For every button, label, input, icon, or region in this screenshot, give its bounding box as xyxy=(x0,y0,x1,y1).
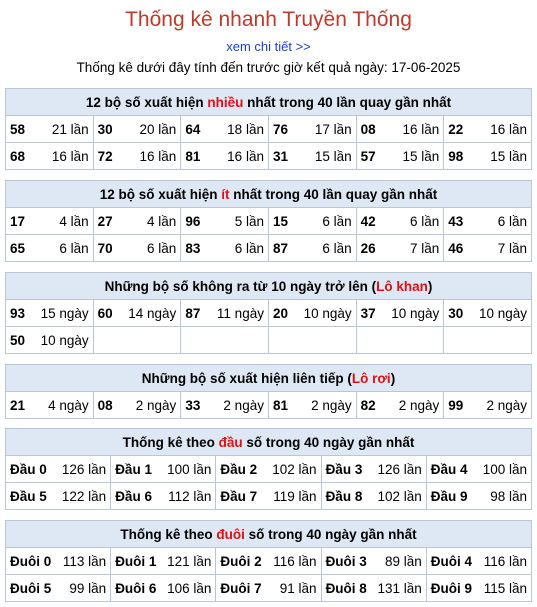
dau-title: Thống kê theo đầu số trong 40 ngày gần nhất xyxy=(6,429,532,456)
number-label: 46 xyxy=(448,240,464,256)
table-row xyxy=(6,392,532,419)
number-label: 93 xyxy=(10,305,26,321)
count-label: 126 lần xyxy=(61,461,107,477)
count-label: 100 lần xyxy=(482,461,527,477)
number-label: 76 xyxy=(272,121,288,137)
most-frequent-table xyxy=(5,88,532,170)
number-label: 08 xyxy=(360,121,376,137)
stat-cell xyxy=(111,456,216,483)
number-label: 33 xyxy=(185,397,201,413)
stat-cell xyxy=(181,327,269,354)
stat-cell xyxy=(181,235,269,262)
number-label: Đầu 2 xyxy=(220,461,258,477)
table-row xyxy=(6,456,532,483)
count-label: 99 lần xyxy=(69,580,107,596)
count-label: 21 lần xyxy=(51,121,89,137)
stat-cell xyxy=(181,208,269,235)
stat-cell xyxy=(444,235,532,262)
count-label: 7 lần xyxy=(497,240,527,256)
count-label: 126 lần xyxy=(377,461,422,477)
number-label: 68 xyxy=(10,148,26,164)
number-label: 81 xyxy=(272,397,288,413)
number-label: 37 xyxy=(360,305,376,321)
stat-cell xyxy=(356,327,444,354)
count-label: 89 lần xyxy=(384,553,422,569)
number-label: 50 xyxy=(10,332,26,348)
stat-cell xyxy=(6,116,94,143)
number-label: Đuôi 9 xyxy=(430,580,473,596)
number-label: 30 xyxy=(448,305,464,321)
number-label: 21 xyxy=(10,397,26,413)
number-label: 17 xyxy=(10,213,26,229)
table-row xyxy=(6,116,532,143)
stat-cell xyxy=(444,116,532,143)
number-label: 30 xyxy=(97,121,113,137)
dau-table xyxy=(5,428,532,510)
stat-cell xyxy=(268,116,356,143)
count-label: 10 ngày xyxy=(303,305,352,321)
stat-cell xyxy=(93,327,181,354)
count-label: 4 lần xyxy=(147,213,177,229)
number-label: Đầu 9 xyxy=(430,488,468,504)
stat-cell xyxy=(93,392,181,419)
number-label: Đuôi 4 xyxy=(430,553,473,569)
stat-cell xyxy=(93,208,181,235)
count-label: 18 lần xyxy=(227,121,264,137)
number-label: Đuôi 5 xyxy=(10,580,52,596)
number-label: 43 xyxy=(448,213,464,229)
number-label: Đầu 3 xyxy=(325,461,363,477)
most-frequent-title: 12 bộ số xuất hiện nhiều nhất trong 40 lần quay gần nhất xyxy=(6,89,532,116)
stat-cell xyxy=(426,483,531,510)
count-label: 15 lần xyxy=(490,148,527,164)
count-label: 6 lần xyxy=(497,213,527,229)
number-label: Đuôi 3 xyxy=(325,553,367,569)
number-label: 27 xyxy=(97,213,113,229)
count-label: 10 ngày xyxy=(40,332,89,348)
stat-cell xyxy=(216,575,321,602)
count-label: 113 lần xyxy=(62,553,107,569)
highlight-word: Lô khan xyxy=(376,278,428,294)
stat-cell xyxy=(268,208,356,235)
table-row xyxy=(6,327,532,354)
count-label: 116 lần xyxy=(273,553,317,569)
number-label: Đầu 6 xyxy=(115,488,152,504)
number-label: Đầu 1 xyxy=(115,461,152,477)
count-label: 102 lần xyxy=(377,488,422,504)
count-label: 6 lần xyxy=(322,240,352,256)
number-label: Đuôi 7 xyxy=(220,580,262,596)
duoi-table xyxy=(5,520,532,602)
stat-cell xyxy=(6,483,111,510)
stat-cell xyxy=(93,235,181,262)
number-label: Đuôi 1 xyxy=(115,553,157,569)
count-label: 119 lần xyxy=(273,488,317,504)
stat-cell xyxy=(321,456,426,483)
stat-cell xyxy=(6,143,94,170)
stat-cell xyxy=(111,548,216,575)
stat-cell xyxy=(356,392,444,419)
count-label: 2 ngày xyxy=(223,397,264,413)
highlight-word: nhiều xyxy=(207,94,244,110)
stat-cell xyxy=(216,548,321,575)
table-row xyxy=(6,143,532,170)
highlight-word: ít xyxy=(221,186,230,202)
stat-cell xyxy=(444,208,532,235)
table-row xyxy=(6,300,532,327)
stat-cell xyxy=(93,300,181,327)
number-label: 82 xyxy=(360,397,376,413)
count-label: 6 lần xyxy=(59,240,89,256)
page-subtitle: Thống kê dưới đây tính đến trước giờ kết quả ngày: 17-06-2025 xyxy=(76,60,461,75)
count-label: 16 lần xyxy=(402,121,440,137)
number-label: Đầu 5 xyxy=(10,488,47,504)
stat-cell xyxy=(111,483,216,510)
stat-cell xyxy=(216,456,321,483)
stat-cell xyxy=(6,548,111,575)
number-label: Đầu 8 xyxy=(325,488,363,504)
count-label: 2 ngày xyxy=(311,397,352,413)
stat-cell xyxy=(93,116,181,143)
stat-cell xyxy=(6,456,111,483)
count-label: 91 lần xyxy=(279,580,317,596)
page-title: Thống kê nhanh Truyền Thống xyxy=(125,8,412,31)
count-label: 2 ngày xyxy=(398,397,440,413)
count-label: 15 ngày xyxy=(40,305,89,321)
count-label: 14 ngày xyxy=(128,305,177,321)
count-label: 4 lần xyxy=(59,213,89,229)
table-row xyxy=(6,208,532,235)
stat-cell xyxy=(444,143,532,170)
number-label: 20 xyxy=(272,305,288,321)
highlight-word: Lô rơi xyxy=(351,370,391,386)
number-label: 58 xyxy=(10,121,26,137)
count-label: 131 lần xyxy=(377,580,422,596)
number-label: 99 xyxy=(448,397,464,413)
number-label: 64 xyxy=(185,121,201,137)
duoi-title: Thống kê theo đuôi số trong 40 ngày gần nhất xyxy=(6,521,532,548)
stat-cell xyxy=(6,392,94,419)
stat-cell xyxy=(268,143,356,170)
least-frequent-table xyxy=(5,180,532,262)
count-label: 15 lần xyxy=(314,148,352,164)
least-frequent-title: 12 bộ số xuất hiện ít nhất trong 40 lần quay gần nhất xyxy=(6,181,532,208)
count-label: 16 lần xyxy=(227,148,264,164)
number-label: 98 xyxy=(448,148,464,164)
count-label: 2 ngày xyxy=(486,397,527,413)
stat-cell xyxy=(268,300,356,327)
count-label: 116 lần xyxy=(483,553,527,569)
count-label: 16 lần xyxy=(139,148,177,164)
stat-cell xyxy=(356,143,444,170)
number-label: 31 xyxy=(272,148,288,164)
count-label: 7 lần xyxy=(410,240,440,256)
count-label: 112 lần xyxy=(168,488,212,504)
count-label: 4 ngày xyxy=(48,397,89,413)
stat-cell xyxy=(444,300,532,327)
number-label: Đuôi 6 xyxy=(115,580,157,596)
number-label: 57 xyxy=(360,148,376,164)
count-label: 10 ngày xyxy=(478,305,527,321)
number-label: Đuôi 2 xyxy=(220,553,262,569)
number-label: 65 xyxy=(10,240,26,256)
count-label: 5 lần xyxy=(234,213,264,229)
count-label: 122 lần xyxy=(61,488,107,504)
stat-cell xyxy=(6,235,94,262)
count-label: 106 lần xyxy=(167,580,212,596)
stat-cell xyxy=(321,575,426,602)
count-label: 102 lần xyxy=(272,461,317,477)
table-row xyxy=(6,575,532,602)
count-label: 6 lần xyxy=(147,240,177,256)
lo-khan-title: Những bộ số không ra từ 10 ngày trở lên (Lô khan) xyxy=(6,273,532,300)
table-row xyxy=(6,235,532,262)
count-label: 11 ngày xyxy=(216,305,264,321)
number-label: Đuôi 8 xyxy=(325,580,367,596)
count-label: 17 lần xyxy=(314,121,352,137)
stat-cell xyxy=(181,392,269,419)
number-label: 22 xyxy=(448,121,464,137)
stat-cell xyxy=(268,327,356,354)
stat-cell xyxy=(181,143,269,170)
count-label: 15 lần xyxy=(402,148,440,164)
stat-cell xyxy=(356,208,444,235)
count-label: 2 ngày xyxy=(135,397,177,413)
number-label: Đầu 0 xyxy=(10,461,47,477)
stat-cell xyxy=(6,208,94,235)
number-label: 70 xyxy=(97,240,113,256)
number-label: 26 xyxy=(360,240,376,256)
table-row xyxy=(6,548,532,575)
number-label: Đầu 7 xyxy=(220,488,258,504)
stat-cell xyxy=(426,456,531,483)
count-label: 100 lần xyxy=(167,461,212,477)
lo-roi-table xyxy=(5,364,532,419)
count-label: 10 ngày xyxy=(391,305,440,321)
detail-link[interactable]: xem chi tiết >> xyxy=(226,39,311,54)
count-label: 16 lần xyxy=(51,148,89,164)
number-label: 83 xyxy=(185,240,201,256)
stat-cell xyxy=(6,575,111,602)
number-label: 72 xyxy=(97,148,113,164)
stat-cell xyxy=(268,235,356,262)
stat-cell xyxy=(181,300,269,327)
stat-cell xyxy=(356,116,444,143)
stat-cell xyxy=(444,392,532,419)
number-label: 81 xyxy=(185,148,201,164)
stat-cell xyxy=(321,548,426,575)
lo-roi-title: Những bộ số xuất hiện liên tiếp (Lô rơi) xyxy=(6,365,532,392)
count-label: 16 lần xyxy=(490,121,527,137)
number-label: 15 xyxy=(272,213,288,229)
stat-cell xyxy=(111,575,216,602)
stat-cell xyxy=(426,575,531,602)
stat-cell xyxy=(6,327,94,354)
count-label: 98 lần xyxy=(490,488,527,504)
stat-cell xyxy=(321,483,426,510)
stat-cell xyxy=(93,143,181,170)
highlight-word: đầu xyxy=(218,434,243,450)
count-label: 20 lần xyxy=(139,121,177,137)
stat-cell xyxy=(426,548,531,575)
stat-cell xyxy=(444,327,532,354)
stat-cell xyxy=(356,235,444,262)
number-label: 60 xyxy=(97,305,113,321)
number-label: Đuôi 0 xyxy=(10,553,52,569)
count-label: 121 lần xyxy=(167,553,212,569)
number-label: 08 xyxy=(97,397,113,413)
number-label: Đầu 4 xyxy=(430,461,468,477)
stat-cell xyxy=(216,483,321,510)
number-label: 87 xyxy=(272,240,288,256)
number-label: 42 xyxy=(360,213,376,229)
stat-cell xyxy=(356,300,444,327)
highlight-word: đuôi xyxy=(216,526,245,542)
count-label: 6 lần xyxy=(322,213,352,229)
stat-cell xyxy=(268,392,356,419)
number-label: 87 xyxy=(185,305,201,321)
stat-cell xyxy=(181,116,269,143)
table-row xyxy=(6,483,532,510)
lo-khan-table xyxy=(5,272,532,354)
count-label: 6 lần xyxy=(234,240,264,256)
count-label: 115 lần xyxy=(483,580,527,596)
count-label: 6 lần xyxy=(410,213,440,229)
number-label: 96 xyxy=(185,213,201,229)
stat-cell xyxy=(6,300,94,327)
